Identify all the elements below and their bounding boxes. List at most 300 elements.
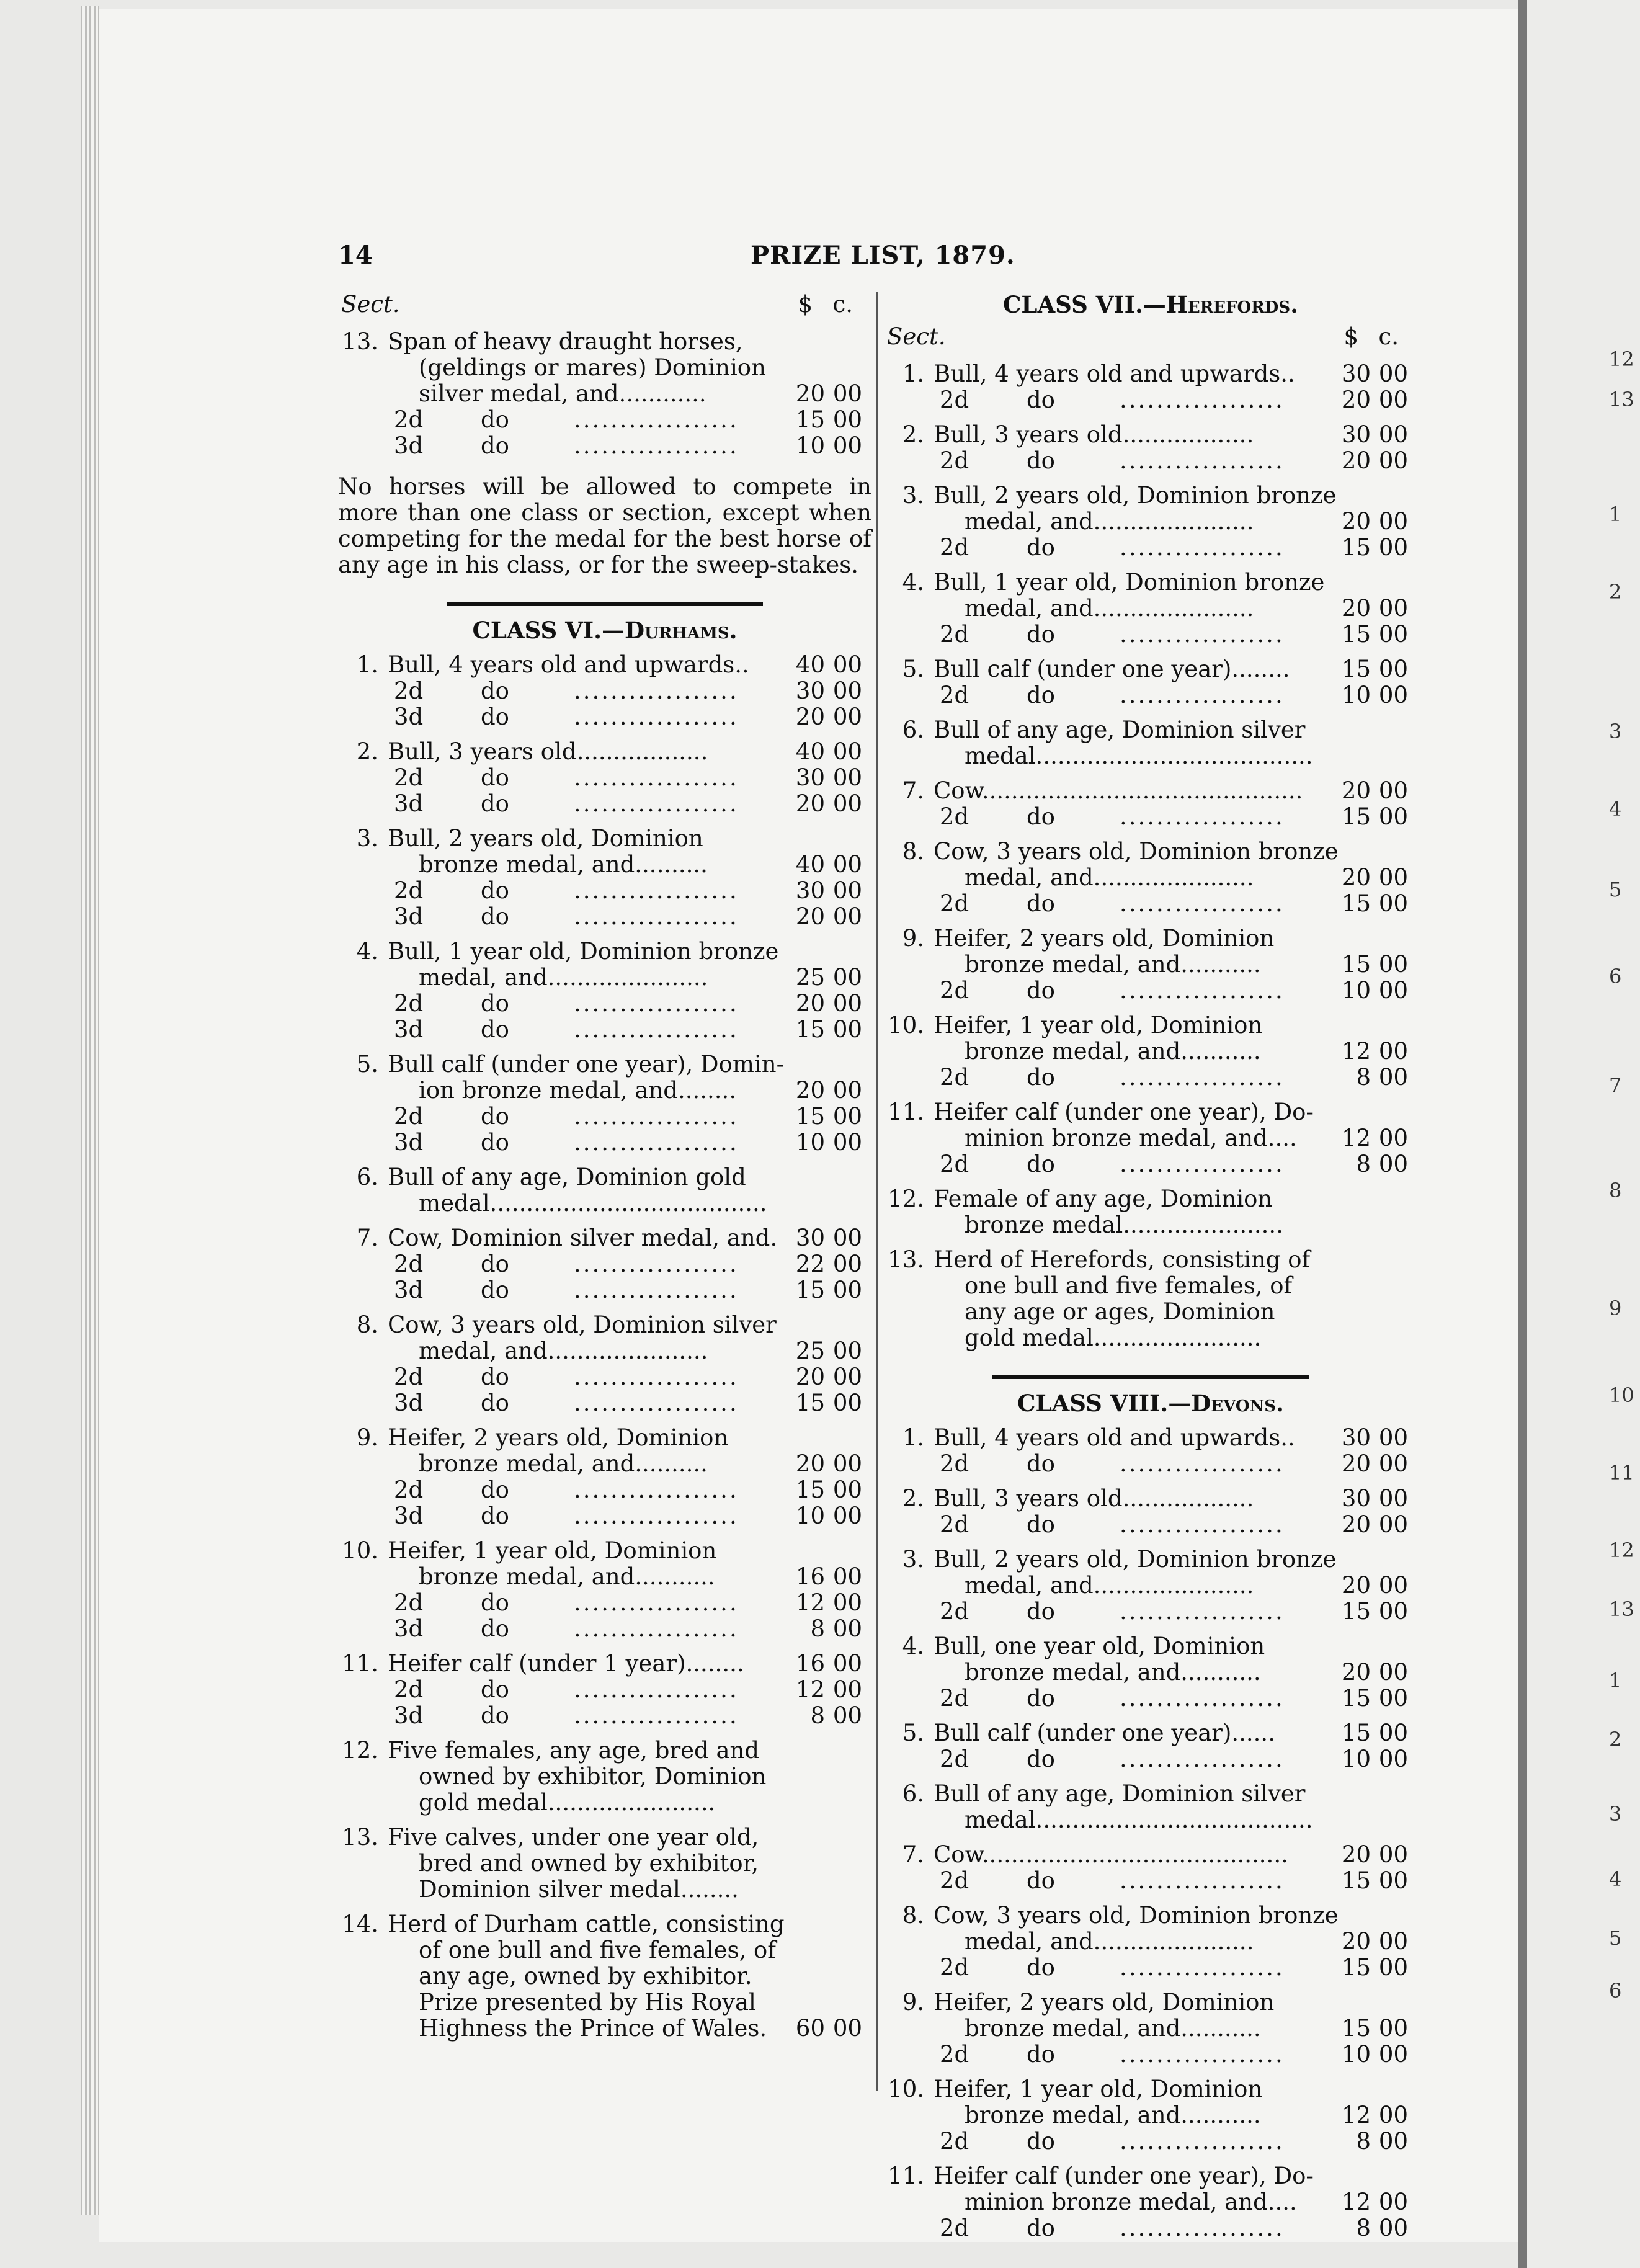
section-number: 9. xyxy=(356,1424,378,1451)
prize-entry xyxy=(338,739,871,817)
sub-prize-line xyxy=(338,1251,871,1277)
prize-cents: 00 xyxy=(1378,1841,1408,1868)
prize-dollars: 8 xyxy=(1356,1064,1371,1091)
entry-line xyxy=(884,1125,1417,1151)
prize-entry xyxy=(884,1547,1417,1625)
prize-rank: 2d xyxy=(394,1476,424,1503)
sub-prize-line xyxy=(884,1685,1417,1712)
prize-dollars: 25 xyxy=(795,1337,825,1364)
adjacent-page-number: 6 xyxy=(1609,965,1622,988)
prize-cents: 00 xyxy=(832,764,862,791)
prize-cents: 00 xyxy=(832,703,862,730)
prize-entry xyxy=(884,1989,1417,2068)
dot-leader: .................. xyxy=(1120,2041,1285,2068)
entry-description: Bull, 4 years old and upwards.. xyxy=(388,651,749,678)
sub-prize-line xyxy=(884,1512,1417,1538)
dot-leader: .................. xyxy=(1120,1064,1285,1091)
ditto-mark: do xyxy=(1027,1954,1055,1981)
entry-description: Highness the Prince of Wales. xyxy=(419,2015,767,2042)
prize-cents: 00 xyxy=(1378,1511,1408,1538)
prize-dollars: 15 xyxy=(1341,890,1371,917)
column-header xyxy=(884,324,1417,352)
prize-entry xyxy=(884,1720,1417,1772)
entry-description: one bull and five females, of xyxy=(965,1272,1293,1299)
sub-prize-line xyxy=(338,407,871,433)
section-number: 8. xyxy=(356,1311,378,1338)
prize-dollars: 15 xyxy=(1341,621,1371,648)
sub-prize-line xyxy=(884,2215,1417,2241)
entry-description: Dominion silver medal........ xyxy=(419,1876,739,1903)
prize-cents: 00 xyxy=(832,1476,862,1503)
prize-cents: 00 xyxy=(1378,386,1408,413)
prize-cents: 00 xyxy=(1378,508,1408,535)
section-number: 9. xyxy=(902,1989,924,2016)
dot-leader: .................. xyxy=(574,1390,739,1416)
entry-description: Heifer, 1 year old, Dominion xyxy=(388,1537,717,1564)
prize-dollars: 30 xyxy=(795,1225,825,1251)
entry-description: minion bronze medal, and.... xyxy=(965,1125,1297,1151)
book-spine-gutter xyxy=(1518,0,1527,2268)
prize-dollars: 20 xyxy=(1341,1928,1371,1955)
prize-dollars: 10 xyxy=(1341,1746,1371,1772)
prize-cents: 00 xyxy=(1378,1746,1408,1772)
adjacent-page-number: 4 xyxy=(1609,1867,1622,1891)
sub-prize-line xyxy=(338,1130,871,1156)
ditto-mark: do xyxy=(1027,621,1055,648)
prize-rank: 2d xyxy=(940,1598,969,1625)
prize-dollars: 16 xyxy=(795,1563,825,1590)
prize-entry xyxy=(884,1903,1417,1981)
entry-line xyxy=(884,2016,1417,2042)
prize-dollars: 12 xyxy=(1341,1038,1371,1065)
prize-dollars: 20 xyxy=(1341,386,1371,413)
dot-leader: .................. xyxy=(1120,1450,1285,1477)
dollars-label: $ xyxy=(798,291,813,318)
entry-description: Herd of Herefords, consisting of xyxy=(934,1246,1311,1273)
prize-dollars: 15 xyxy=(1341,1867,1371,1894)
adjacent-page-number: 11 xyxy=(1609,1461,1634,1484)
prize-dollars: 20 xyxy=(1341,1659,1371,1685)
entry-description: Female of any age, Dominion xyxy=(934,1185,1273,1212)
prize-dollars: 15 xyxy=(795,1390,825,1416)
prize-dollars: 20 xyxy=(795,1077,825,1104)
entry-line xyxy=(884,778,1417,804)
ditto-mark: do xyxy=(1027,2041,1055,2068)
dot-leader: .................. xyxy=(1120,2128,1285,2154)
prize-entry xyxy=(884,717,1417,769)
prize-cents: 00 xyxy=(832,990,862,1017)
ditto-mark: do xyxy=(481,703,509,730)
entry-description: Five calves, under one year old, xyxy=(388,1824,759,1851)
sub-prize-line xyxy=(884,978,1417,1004)
column-divider xyxy=(876,292,878,2091)
prize-dollars: 15 xyxy=(1341,656,1371,682)
prize-rank: 2d xyxy=(940,2041,969,2068)
adjacent-page-number: 9 xyxy=(1609,1297,1622,1320)
ditto-mark: do xyxy=(1027,803,1055,830)
section-number: 2. xyxy=(356,738,378,765)
sub-prize-line xyxy=(884,448,1417,474)
ditto-mark: do xyxy=(1027,534,1055,561)
entry-description: Heifer, 2 years old, Dominion xyxy=(934,1989,1275,2016)
sub-prize-line xyxy=(338,878,871,904)
prize-cents: 00 xyxy=(1378,1424,1408,1451)
dot-leader: .................. xyxy=(574,1502,739,1529)
adjacent-page-number: 13 xyxy=(1609,1597,1634,1621)
prize-cents: 00 xyxy=(1378,2215,1408,2241)
section-number: 2. xyxy=(902,421,924,448)
prize-dollars: 20 xyxy=(1341,1450,1371,1477)
entry-line xyxy=(884,717,1417,743)
entry-description: Bull, 4 years old and upwards.. xyxy=(934,1424,1295,1451)
section-number: 10. xyxy=(888,1012,924,1038)
horse-entries xyxy=(338,329,871,459)
entry-line xyxy=(884,926,1417,952)
dot-leader: .................. xyxy=(1120,621,1285,648)
prize-dollars: 8 xyxy=(810,1615,825,1642)
entry-description: any age or ages, Dominion xyxy=(965,1298,1275,1325)
sub-prize-line xyxy=(884,1868,1417,1894)
prize-cents: 00 xyxy=(832,651,862,678)
prize-rank: 2d xyxy=(940,1511,969,1538)
entry-line xyxy=(338,1963,871,1989)
prize-rank: 3d xyxy=(394,1016,424,1043)
prize-dollars: 12 xyxy=(1341,1125,1371,1151)
sub-prize-line xyxy=(884,1151,1417,1177)
prize-rank: 2d xyxy=(394,1676,424,1703)
dot-leader: .................. xyxy=(574,703,739,730)
prize-dollars: 20 xyxy=(1341,777,1371,804)
prize-dollars: 12 xyxy=(1341,2102,1371,2128)
entry-line xyxy=(338,1312,871,1338)
entry-description: Heifer, 2 years old, Dominion xyxy=(388,1424,729,1451)
dot-leader: .................. xyxy=(1120,803,1285,830)
adjacent-page-number: 12 xyxy=(1609,1538,1634,1562)
prize-entry xyxy=(884,2163,1417,2241)
sub-prize-line xyxy=(338,1364,871,1390)
entry-line xyxy=(338,1051,871,1078)
prize-cents: 00 xyxy=(1378,1485,1408,1512)
section-number: 9. xyxy=(902,925,924,952)
entry-line xyxy=(884,422,1417,448)
prize-cents: 00 xyxy=(1378,977,1408,1004)
prize-entry xyxy=(338,1225,871,1303)
prize-cents: 00 xyxy=(832,1502,862,1529)
entry-description: bronze medal, and........... xyxy=(965,2015,1261,2042)
ditto-mark: do xyxy=(481,1364,509,1390)
entry-description: bronze medal, and.......... xyxy=(419,1450,708,1477)
adjacent-page-number: 5 xyxy=(1609,1926,1622,1950)
prize-dollars: 20 xyxy=(1341,1511,1371,1538)
prize-dollars: 30 xyxy=(1341,1485,1371,1512)
prize-dollars: 20 xyxy=(795,703,825,730)
entry-description: bronze medal, and........... xyxy=(965,1659,1261,1685)
prize-dollars: 15 xyxy=(1341,951,1371,978)
dot-leader: .................. xyxy=(574,790,739,817)
sub-prize-line xyxy=(338,1590,871,1616)
entry-line xyxy=(338,1564,871,1590)
dot-leader: .................. xyxy=(1120,1746,1285,1772)
prize-rank: 2d xyxy=(394,1251,424,1277)
prize-cents: 00 xyxy=(832,1077,862,1104)
prize-rank: 2d xyxy=(940,534,969,561)
page-title: PRIZE LIST, 1879. xyxy=(751,241,1015,270)
prize-cents: 00 xyxy=(1378,2015,1408,2042)
entry-description: Cow, 3 years old, Dominion silver xyxy=(388,1311,777,1338)
dot-leader: .................. xyxy=(574,990,739,1017)
dot-leader: .................. xyxy=(574,903,739,930)
prize-cents: 00 xyxy=(1378,1954,1408,1981)
sub-prize-line xyxy=(338,791,871,817)
prize-dollars: 20 xyxy=(795,790,825,817)
entry-line xyxy=(884,1720,1417,1746)
prize-dollars: 20 xyxy=(1341,447,1371,474)
prize-cents: 00 xyxy=(1378,803,1408,830)
sub-prize-line xyxy=(338,1477,871,1503)
prize-entry xyxy=(338,1738,871,1816)
ditto-mark: do xyxy=(1027,682,1055,708)
entry-description: gold medal....................... xyxy=(419,1789,716,1816)
entry-line xyxy=(338,1877,871,1903)
entry-line xyxy=(338,1451,871,1477)
sub-prize-line xyxy=(338,433,871,459)
prize-entry xyxy=(884,1099,1417,1177)
prize-cents: 00 xyxy=(832,1225,862,1251)
prize-entry xyxy=(884,926,1417,1004)
section-number: 11. xyxy=(342,1650,378,1677)
entry-description: owned by exhibitor, Dominion xyxy=(419,1763,767,1790)
entry-description: Bull calf (under one year), Domin- xyxy=(388,1051,785,1078)
entry-description: Cow, 3 years old, Dominion bronze xyxy=(934,1902,1339,1929)
prize-dollars: 20 xyxy=(795,1450,825,1477)
prize-entry xyxy=(884,1633,1417,1712)
ditto-mark: do xyxy=(481,1129,509,1156)
sub-prize-line xyxy=(884,2042,1417,2068)
ditto-mark: do xyxy=(1027,386,1055,413)
prize-cents: 00 xyxy=(832,964,862,991)
entry-description: Cow, Dominion silver medal, and. xyxy=(388,1225,778,1251)
prize-cents: 00 xyxy=(1378,890,1408,917)
ditto-mark: do xyxy=(481,990,509,1017)
entry-description: medal, and...................... xyxy=(965,1572,1254,1599)
prize-cents: 00 xyxy=(832,738,862,765)
prize-dollars: 15 xyxy=(1341,2015,1371,2042)
adjacent-page-edge xyxy=(1527,0,1640,2268)
dot-leader: .................. xyxy=(1120,1867,1285,1894)
prize-dollars: 15 xyxy=(795,406,825,433)
adjacent-page-number: 2 xyxy=(1609,1728,1622,1751)
prize-cents: 00 xyxy=(832,432,862,459)
entry-line xyxy=(884,2076,1417,2102)
section-rule xyxy=(447,602,763,606)
dot-leader: .................. xyxy=(1120,447,1285,474)
section-number: 7. xyxy=(902,1841,924,1868)
entry-line xyxy=(884,509,1417,535)
prize-dollars: 22 xyxy=(795,1251,825,1277)
prize-entry xyxy=(884,483,1417,561)
entry-description: ion bronze medal, and........ xyxy=(419,1077,737,1104)
dot-leader: .................. xyxy=(574,1676,739,1703)
entry-line xyxy=(338,1937,871,1963)
entry-description: Bull calf (under one year)...... xyxy=(934,1720,1275,1746)
entry-description: bred and owned by exhibitor, xyxy=(419,1850,759,1877)
entry-line xyxy=(338,1911,871,1937)
prize-cents: 00 xyxy=(832,1016,862,1043)
entry-description: Heifer, 2 years old, Dominion xyxy=(934,925,1275,952)
entry-description: any age, owned by exhibitor. xyxy=(419,1963,752,1989)
prize-entry xyxy=(884,1247,1417,1351)
entry-line xyxy=(884,952,1417,978)
entry-line xyxy=(884,1038,1417,1065)
prize-rank: 2d xyxy=(394,764,424,791)
entry-line xyxy=(338,329,871,355)
prize-cents: 00 xyxy=(832,677,862,704)
ditto-mark: do xyxy=(481,1390,509,1416)
entry-description: medal, and...................... xyxy=(419,1337,708,1364)
ditto-mark: do xyxy=(1027,2128,1055,2154)
prize-dollars: 20 xyxy=(1341,864,1371,891)
prize-rank: 2d xyxy=(940,1151,969,1177)
ditto-mark: do xyxy=(1027,977,1055,1004)
prize-cents: 00 xyxy=(832,1251,862,1277)
prize-entry xyxy=(884,1186,1417,1238)
prize-entry xyxy=(338,329,871,459)
entry-description: bronze medal, and.......... xyxy=(419,851,708,878)
prize-cents: 00 xyxy=(1378,2041,1408,2068)
entry-line xyxy=(338,2016,871,2042)
prize-cents: 00 xyxy=(1378,1151,1408,1177)
entry-line xyxy=(884,1247,1417,1273)
prize-cents: 00 xyxy=(832,1337,862,1364)
entry-line xyxy=(338,1078,871,1104)
dot-leader: .................. xyxy=(1120,1954,1285,1981)
adjacent-page-number: 3 xyxy=(1609,720,1622,743)
entry-description: Cow............................................ xyxy=(934,777,1303,804)
prize-cents: 00 xyxy=(1378,1572,1408,1599)
ditto-mark: do xyxy=(481,1016,509,1043)
entry-description: medal...................................... xyxy=(965,743,1313,769)
entry-line xyxy=(884,1099,1417,1125)
right-column xyxy=(884,292,1417,2241)
ditto-mark: do xyxy=(1027,1511,1055,1538)
entry-line xyxy=(884,2189,1417,2215)
entry-description: Bull of any age, Dominion silver xyxy=(934,717,1306,743)
prize-cents: 00 xyxy=(832,2015,862,2042)
entry-line xyxy=(884,361,1417,387)
prize-rank: 2d xyxy=(940,890,969,917)
entry-line xyxy=(338,1764,871,1790)
entry-description: medal, and...................... xyxy=(965,864,1254,891)
entry-description: Herd of Durham cattle, consisting xyxy=(388,1911,785,1937)
entry-line xyxy=(338,1425,871,1451)
sub-prize-line xyxy=(884,535,1417,561)
prize-rank: 2d xyxy=(394,1103,424,1130)
page-stack-edges xyxy=(81,6,99,2215)
section-number: 8. xyxy=(902,838,924,865)
prize-cents: 00 xyxy=(832,1277,862,1303)
prize-rank: 2d xyxy=(940,1685,969,1712)
prize-rank: 2d xyxy=(940,447,969,474)
prize-dollars: 30 xyxy=(795,764,825,791)
entry-description: Bull, 2 years old, Dominion bronze xyxy=(934,1546,1337,1573)
dot-leader: .................. xyxy=(574,1702,739,1729)
entry-line xyxy=(884,1547,1417,1573)
prize-dollars: 15 xyxy=(1341,803,1371,830)
entry-description: Heifer calf (under one year), Do- xyxy=(934,2163,1314,2189)
prize-dollars: 60 xyxy=(795,2015,825,2042)
entry-line xyxy=(884,596,1417,622)
prize-entry xyxy=(884,1425,1417,1477)
entry-description: Bull, 2 years old, Dominion bronze xyxy=(934,482,1337,509)
prize-rank: 3d xyxy=(394,1702,424,1729)
prize-rank: 2d xyxy=(940,621,969,648)
dot-leader: .................. xyxy=(1120,534,1285,561)
adjacent-page-number: 1 xyxy=(1609,502,1622,526)
sub-prize-line xyxy=(338,1104,871,1130)
entry-description: minion bronze medal, and.... xyxy=(965,2189,1297,2215)
prize-dollars: 12 xyxy=(1341,2189,1371,2215)
sub-prize-line xyxy=(884,2128,1417,2154)
section-number: 14. xyxy=(342,1911,378,1937)
entry-description: Bull, 3 years old.................. xyxy=(934,1485,1254,1512)
prize-dollars: 15 xyxy=(795,1103,825,1130)
section-number: 4. xyxy=(902,1633,924,1659)
entry-description: Prize presented by His Royal xyxy=(419,1989,756,2016)
prize-dollars: 15 xyxy=(795,1016,825,1043)
prize-entry xyxy=(338,1538,871,1642)
ditto-mark: do xyxy=(1027,1867,1055,1894)
entry-line xyxy=(338,1851,871,1877)
prize-dollars: 30 xyxy=(1341,421,1371,448)
prize-dollars: 10 xyxy=(795,432,825,459)
ditto-mark: do xyxy=(1027,1450,1055,1477)
entry-description: medal, and...................... xyxy=(419,964,708,991)
prize-rank: 2d xyxy=(940,1867,969,1894)
sub-prize-line xyxy=(338,1017,871,1043)
prize-cents: 00 xyxy=(832,1650,862,1677)
ditto-mark: do xyxy=(481,1676,509,1703)
ditto-mark: do xyxy=(1027,890,1055,917)
prize-dollars: 12 xyxy=(795,1676,825,1703)
ditto-mark: do xyxy=(481,1615,509,1642)
sub-prize-line xyxy=(338,1390,871,1416)
entry-description: (geldings or mares) Dominion xyxy=(419,354,766,381)
prize-cents: 00 xyxy=(832,1450,862,1477)
prize-dollars: 20 xyxy=(795,903,825,930)
prize-dollars: 20 xyxy=(1341,595,1371,622)
prize-entry xyxy=(338,1051,871,1156)
prize-rank: 2d xyxy=(940,1954,969,1981)
prize-cents: 00 xyxy=(1378,534,1408,561)
section-number: 6. xyxy=(356,1164,378,1190)
prize-entry xyxy=(884,839,1417,917)
dot-leader: .................. xyxy=(1120,1685,1285,1712)
adjacent-page-number: 12 xyxy=(1609,347,1634,371)
section-number: 6. xyxy=(902,1780,924,1807)
prize-entry xyxy=(338,826,871,930)
prize-cents: 00 xyxy=(832,1364,862,1390)
entry-line xyxy=(338,355,871,381)
entry-description: bronze medal...................... xyxy=(965,1212,1283,1238)
ditto-mark: do xyxy=(1027,1598,1055,1625)
sub-prize-line xyxy=(884,1599,1417,1625)
entry-line xyxy=(884,1633,1417,1659)
entry-description: Heifer, 1 year old, Dominion xyxy=(934,2076,1263,2102)
dot-leader: .................. xyxy=(574,1589,739,1616)
prize-rank: 2d xyxy=(394,677,424,704)
entry-line xyxy=(884,1012,1417,1038)
entry-line xyxy=(338,652,871,678)
